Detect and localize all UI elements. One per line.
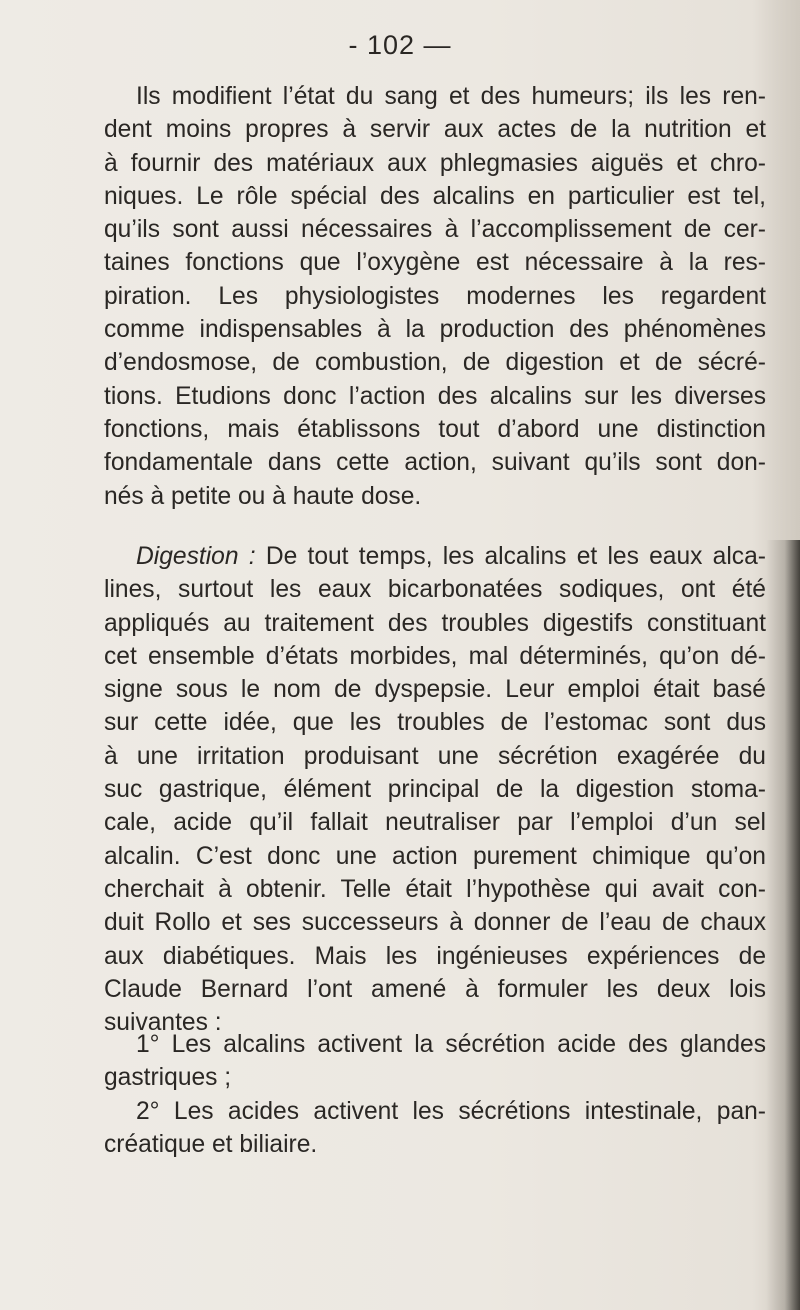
text-line: nés à petite ou à haute dose.	[104, 482, 422, 510]
text-line: taines fonctions que l’oxygène est nécessaire à la res-	[104, 249, 766, 277]
text-line: fondamentale dans cette action, suivant qu’ils sont don-	[104, 449, 766, 477]
section-heading-digestion: Digestion :	[136, 543, 256, 570]
law-2-line: créatique et biliaire.	[104, 1130, 318, 1158]
paragraph-bernard-laws	[104, 1028, 766, 1161]
text-line: signe sous le nom de dyspepsie. Leur emploi était basé	[104, 676, 766, 704]
text-line: suc gastrique, élément principal de la digestion stoma-	[104, 776, 766, 804]
text-line: Ils modifient l’état du sang et des humeurs; ils les ren-	[136, 83, 766, 110]
text-line: appliqués au traitement des troubles digestifs constituant	[104, 609, 766, 637]
text-line: cet ensemble d’états morbides, mal déterminés, qu’on dé-	[104, 642, 766, 670]
text-line-fragment: De tout temps, les alcalins et les eaux alca-	[265, 543, 766, 570]
text-line: alcalin. C’est donc une action purement chimique qu’on	[104, 842, 766, 870]
law-1-line: 1° Les alcalins activent la sécrétion acide des glandes	[136, 1031, 766, 1058]
text-line-with-heading	[104, 540, 766, 573]
text-line: à une irritation produisant une sécrétion exagérée du	[104, 742, 766, 770]
text-line: piration. Les physiologistes modernes les regardent	[104, 282, 766, 310]
law-1-line: gastriques ;	[104, 1064, 232, 1092]
text-line: lines, surtout les eaux bicarbonatées sodiques, ont été	[104, 576, 766, 604]
text-line: tions. Etudions donc l’action des alcalins sur les diverses	[104, 382, 766, 410]
text-line: aux diabétiques. Mais les ingénieuses expériences de	[104, 942, 766, 970]
page-number: - 102 —	[348, 30, 452, 60]
paragraph-alcalins-effects	[104, 80, 766, 513]
text-line: qu’ils sont aussi nécessaires à l’accomplissement de cer-	[104, 216, 766, 244]
text-line: fonctions, mais établissons tout d’abord une distinction	[104, 415, 766, 443]
text-line: sur cette idée, que les troubles de l’estomac sont dus	[104, 709, 766, 737]
text-line: cherchait à obtenir. Telle était l’hypothèse qui avait con-	[104, 875, 766, 903]
text-line: niques. Le rôle spécial des alcalins en particulier est tel,	[104, 182, 766, 210]
text-line: dent moins propres à servir aux actes de la nutrition et	[104, 116, 766, 144]
paragraph-digestion	[104, 540, 766, 1039]
text-line: duit Rollo et ses successeurs à donner de l’eau de chaux	[104, 909, 766, 937]
text-line: suivantes :	[104, 1009, 222, 1037]
text-line: cale, acide qu’il fallait neutraliser par l’emploi d’un sel	[104, 809, 766, 837]
text-line: comme indispensables à la production des phénomènes	[104, 316, 766, 344]
text-line: à fournir des matériaux aux phlegmasies aiguës et chro-	[104, 149, 766, 177]
page-edge-shadow	[766, 540, 800, 1310]
text-line: d’endosmose, de combustion, de digestion et de sécré-	[104, 349, 766, 377]
law-2-line: 2° Les acides activent les sécrétions intestinale, pan-	[136, 1097, 766, 1125]
text-line: Claude Bernard l’ont amené à formuler les deux lois	[104, 975, 766, 1003]
